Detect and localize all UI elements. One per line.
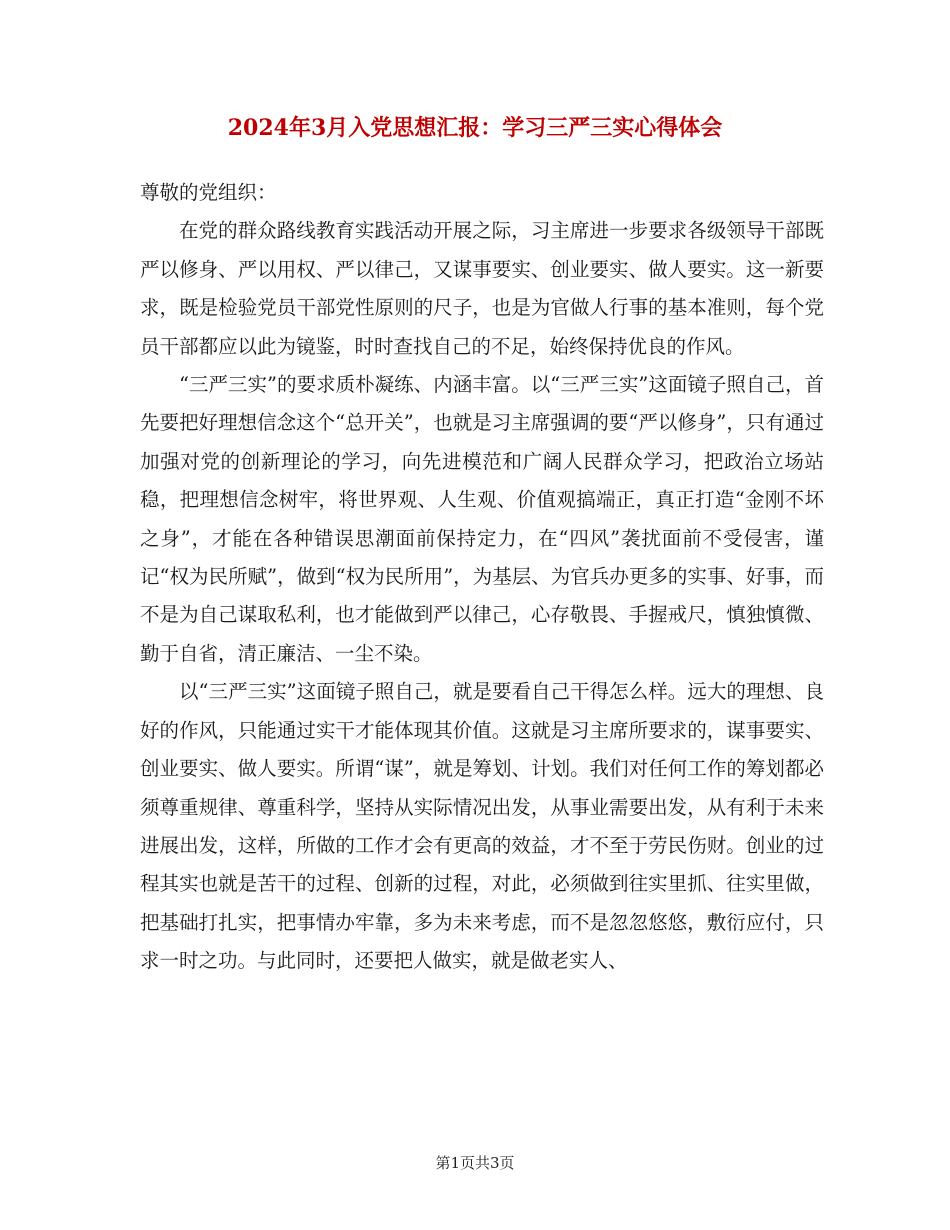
paragraph-2: “三严三实”的要求质朴凝练、内涵丰富。以“三严三实”这面镜子照自己，首先要把好理想信念这个“总开关”，也就是习主席强调的要“严以修身”，只有通过加强对党的创新理论的学习，向先进模范和广阔人民群众学习，把政治立场站稳，把理想信念树牢，将世界观、人生观、价值观搞端正，真正打造“金刚不坏之身”，才能在各种错误思潮面前保持定力，在“四风”袭扰面前不受侵害，谨记“权为民所赋”，做到“权为民所用”，为基层、为官兵办更多的实事、好事，而不是为自己谋取私利，也才能做到严以律己，心存敬畏、手握戒尺，慎独慎微、勤于自省，清正廉洁、一尘不染。 bbox=[140, 373, 824, 665]
document-title: 2024年3月入党思想汇报：学习三严三实心得体会 bbox=[227, 115, 723, 141]
page-number: 第1页共3页 bbox=[435, 1154, 515, 1172]
paragraph-1: 在党的群众路线教育实践活动开展之际，习主席进一步要求各级领导干部既严以修身、严以用权、严以律己，又谋事要实、创业要实、做人要实。这一新要求，既是检验党员干部党性原则的尺子，也是为官做人行事的基本准则，每个党员干部都应以此为镜鉴，时时查找自己的不足，始终保持优良的作风。 bbox=[140, 219, 824, 358]
salutation: 尊敬的党组织： bbox=[140, 181, 277, 204]
document-body bbox=[140, 174, 824, 981]
paragraph-3: 以“三严三实”这面镜子照自己，就是要看自己干得怎么样。远大的理想、良好的作风，只能通过实干才能体现其价值。这就是习主席所要求的，谋事要实、创业要实、做人要实。所谓“谋”，就是筹划、计划。我们对任何工作的筹划都必须尊重规律、尊重科学，坚持从实际情况出发，从事业需要出发，从有利于未来进展出发，这样，所做的工作才会有更高的效益，才不至于劳民伤财。创业的过程其实也就是苦干的过程、创新的过程，对此，必须做到往实里抓、往实里做，把基础打扎实，把事情办牢靠，多为未来考虑，而不是忽忽悠悠，敷衍应付，只求一时之功。与此同时，还要把人做实，就是做老实人、 bbox=[140, 680, 824, 973]
page-footer bbox=[0, 1152, 950, 1174]
